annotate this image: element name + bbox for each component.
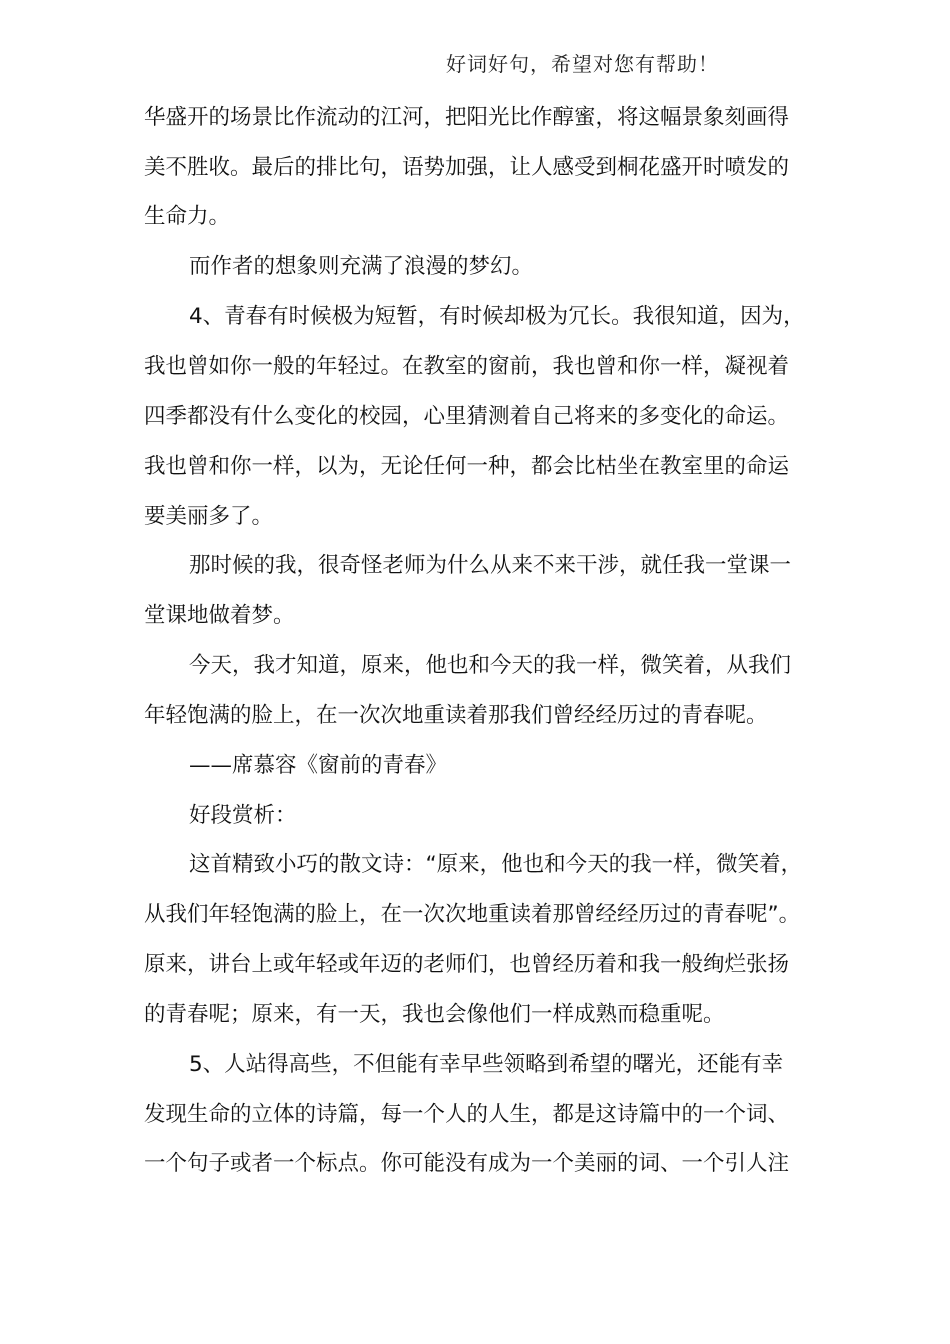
paragraph-line: 今天，我才知道，原来，他也和今天的我一样，微笑着，从我们 xyxy=(189,653,792,678)
paragraph-line: 美不胜收。最后的排比句，语势加强，让人感受到桐花盛开时喷发的 xyxy=(144,155,790,180)
paragraph-line: 而作者的想象则充满了浪漫的梦幻。 xyxy=(189,254,534,279)
paragraph-line: 华盛开的场景比作流动的江河，把阳光比作醇蜜，将这幅景象刻画得 xyxy=(144,105,790,130)
paragraph-line: 那时候的我，很奇怪老师为什么从来不来干涉，就任我一堂课一 xyxy=(189,553,792,578)
section-label: 好段赏析： xyxy=(189,803,297,828)
paragraph-line: 的青春呢；原来，有一天，我也会像他们一样成熟而稳重呢。 xyxy=(144,1002,725,1027)
paragraph-line: 要美丽多了。 xyxy=(144,504,274,529)
paragraph-line: 4、青春有时候极为短暂，有时候却极为冗长。我很知道，因为， xyxy=(189,304,805,329)
paragraph-line: 年轻饱满的脸上，在一次次地重读着那我们曾经经历过的青春呢。 xyxy=(144,703,768,728)
paragraph-line: 四季都没有什么变化的校园，心里猜测着自己将来的多变化的命运。 xyxy=(144,404,790,429)
attribution-line: ——席慕容《窗前的青春》 xyxy=(189,753,448,778)
paragraph-line: 发现生命的立体的诗篇，每一个人的人生，都是这诗篇中的一个词、 xyxy=(144,1102,790,1127)
paragraph-line: 这首精致小巧的散文诗：“原来，他也和今天的我一样，微笑着， xyxy=(189,852,803,877)
page-header: 好词好句，希望对您有帮助！ xyxy=(446,52,719,76)
paragraph-line: 我也曾如你一般的年轻过。在教室的窗前，我也曾和你一样，凝视着 xyxy=(144,354,790,379)
paragraph-line: 生命力。 xyxy=(144,204,231,229)
paragraph-line: 从我们年轻饱满的脸上，在一次次地重读着那曾经经历过的青春呢”。 xyxy=(144,902,801,927)
paragraph-line: 5、人站得高些，不但能有幸早些领略到希望的曙光，还能有幸 xyxy=(189,1052,784,1077)
paragraph-line: 原来，讲台上或年轻或年迈的老师们，也曾经历着和我一般绚烂张扬 xyxy=(144,952,790,977)
paragraph-line: 堂课地做着梦。 xyxy=(144,603,295,628)
paragraph-line: 一个句子或者一个标点。你可能没有成为一个美丽的词、一个引人注 xyxy=(144,1151,790,1176)
paragraph-line: 我也曾和你一样，以为，无论任何一种，都会比枯坐在教室里的命运 xyxy=(144,454,790,479)
